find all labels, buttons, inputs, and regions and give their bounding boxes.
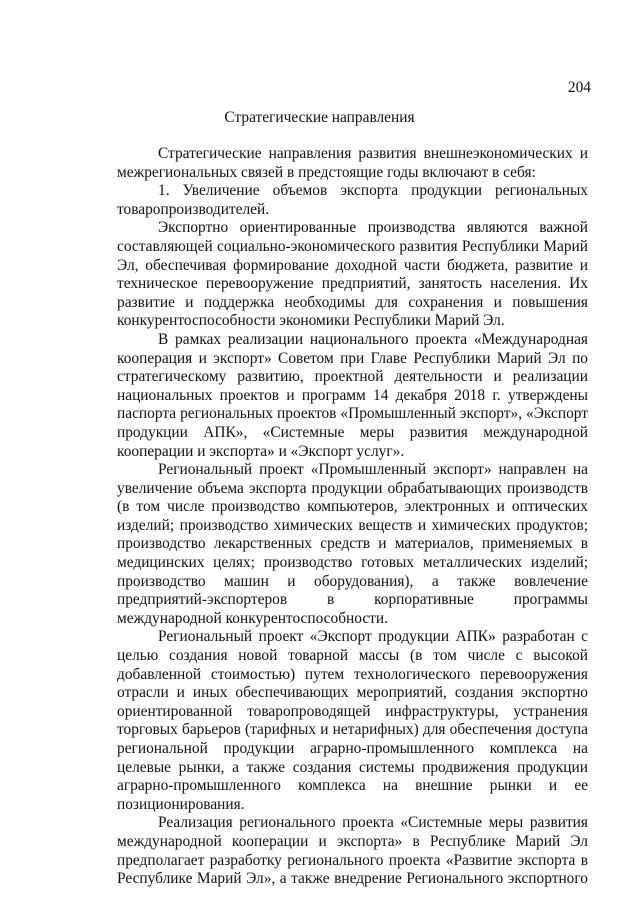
paragraph-systemic-measures: Реализация регионального проекта «Системные меры развития международной кооперации и экспорта» в Республике Марий Эл предполагает разработку регионального проекта «Развитие экспорта в Республике Марий Эл», а также внедрение Регионального экспортного <box>117 814 588 888</box>
body-text <box>117 145 588 889</box>
intro-paragraph: Стратегические направления развития внешнеэкономических и межрегиональных связей в предстоящие годы включают в себя: <box>117 145 588 181</box>
section-heading: Стратегические направления <box>224 109 415 126</box>
paragraph-industrial-export: Региональный проект «Промышленный экспорт» направлен на увеличение объема экспорта продукции обрабатывающих производств (в том числе производство компьютеров, электронных и оптических изделий; производство химических веществ и химических продуктов; производство лекарственных средств и материалов, применяемых в медицинских целях; производство готовых металлических изделий; производство машин и оборудования), а также вовлечение предприятий-экспортеров в корпоративные программы международной конкурентоспособности. <box>117 461 588 627</box>
page-number: 204 <box>567 79 591 96</box>
paragraph-national-project: В рамках реализации национального проекта «Международная кооперация и экспорт» Советом при Главе Республики Марий Эл по стратегическому развитию, проектной деятельности и реализации национальных проектов и программ 14 декабря 2018 г. утверждены паспорта региональных проектов «Промышленный экспорт», «Экспорт продукции АПК», «Системные меры развития международной кооперации и экспорта» и «Экспорт услуг». <box>117 330 588 460</box>
paragraph-export-production: Экспортно ориентированные производства являются важной составляющей социально-экономического развития Республики Марий Эл, обеспечивая формирование доходной части бюджета, развитие и техническое перевооружение предприятий, занятость населения. Их развитие и поддержка необходимы для сохранения и повышения конкурентоспособности экономики Республики Марий Эл. <box>117 219 588 330</box>
paragraph-agro-export: Региональный проект «Экспорт продукции АПК» разработан с целью создания новой товарной массы (в том числе с высокой добавленной стоимостью) путем технологического перевооружения отрасли и иных обеспечивающих мероприятий, создания экспортно ориентированной товаропроводящей инфраструктуры, устранения торговых барьеров (тарифных и нетарифных) для обеспечения доступа региональной продукции аграрно-промышленного комплекса на целевые рынки, а также создания системы продвижения продукции аграрно-промышленного комплекса на внешние рынки и ее позиционирования. <box>117 628 588 813</box>
list-item-1: 1. Увеличение объемов экспорта продукции региональных товаропроизводителей. <box>117 182 588 218</box>
